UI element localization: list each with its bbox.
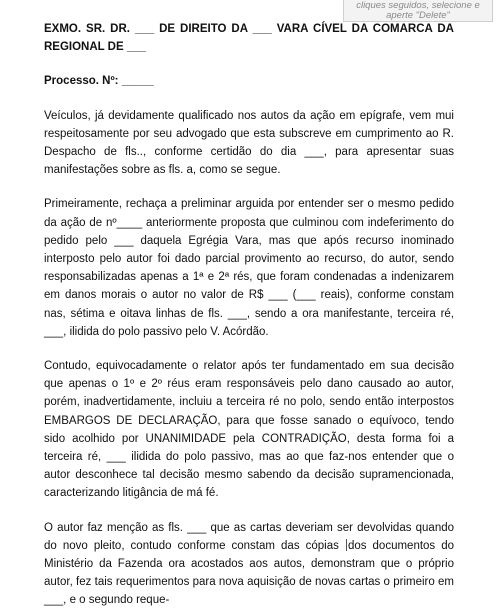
paragraph-4-part-1: O autor faz menção as fls. ___ que as cartas deveriam ser devolvidas quando do novo pleito, contudo conforme constam das cópias — [44, 521, 454, 552]
instruction-note — [343, 0, 493, 22]
paragraph-4-part-2: dos documentos do Ministério da Fazenda ora acostados aos autos, demonstram que o próprio autor, fez tais requerimentos para nova aquisição de novas cartas o primeiro em ___, e o segundo reque- — [44, 539, 455, 607]
paragraph-3: Contudo, equivocadamente o relator após ter fundamentado em sua decisão que apenas o 1º e 2º réus eram responsáveis pelo dano causado ao autor, porém, inadvertidamente, incluiu a terceira ré no polo, sendo então interpostos EMBARGOS DE DECLARAÇÃO, para que fosse sanado o equívoco, tendo sido acolhido por UNANIMIDADE pela CONTRADIÇÃO, desta forma foi a terceira ré, ___ ilidida do polo passivo, mas ao que faz-nos entender que o autor desconhece tal decisão mesmo sabendo da decisão supramencionada, caracterizando litigância de má fé. — [44, 360, 454, 500]
process-number: Processo. Nº: _____ — [44, 75, 154, 88]
text-cursor — [346, 539, 347, 551]
paragraph-1: Veículos, já devidamente qualificado nos autos da ação em epígrafe, vem mui respeitosamente por seu advogado que esta subscreve em cumprimento ao R. Despacho de fls.., conforme certidão do dia ___, para apresentar suas manifestações sobre as fls. a, como se segue. — [44, 109, 454, 177]
paragraph-2: Primeiramente, rechaça a preliminar arguida por entender ser o mesmo pedido da ação de nº____ anteriormente proposta que culminou com indeferimento do pedido pelo ___ daquela Egrégia Vara, mas que após recurso inominado interposto pelo autor foi dado parcial provimento ao recurso, do autor, sendo responsabilizadas apenas a 1ª e 2ª rés, que foram condenadas a indenizarem em danos morais o autor no valor de R$ ___ (___ reais), conforme constam nas, sétima e oitava linhas de fls. ___, sendo a ora manifestante, terceira ré, ___, ilidida do polo passivo pelo V. Acórdão. — [44, 198, 454, 338]
paragraph-4 — [44, 519, 454, 610]
instruction-note-line-1: cliques seguidos, selecione e — [356, 0, 480, 11]
document-body[interactable] — [44, 20, 454, 610]
document-heading: EXMO. SR. DR. ___ DE DIREITO DA ___ VARA CÍVEL DA COMARCA DA REGIONAL DE ___ — [44, 23, 454, 54]
instruction-note-line-2: aperte "Delete" — [386, 10, 450, 21]
